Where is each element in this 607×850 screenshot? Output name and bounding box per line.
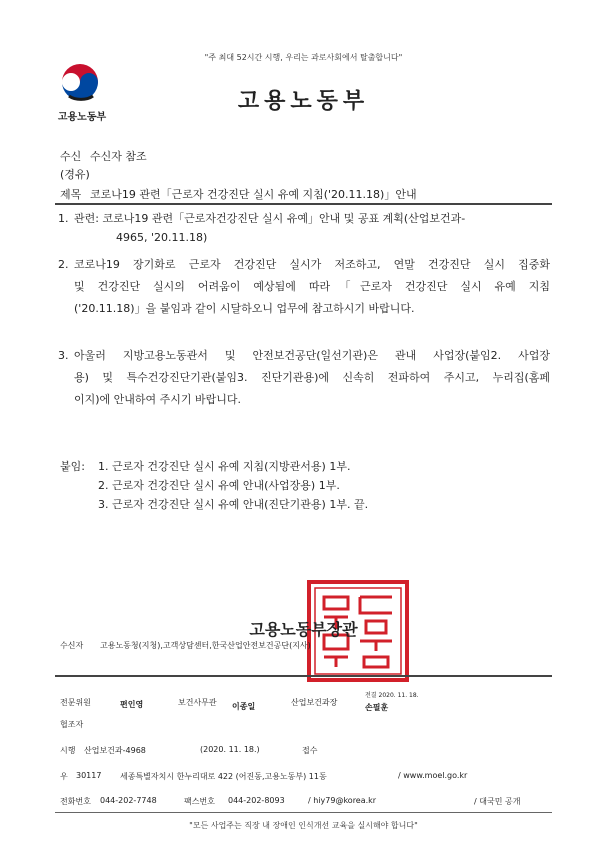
postal-code: 30117 bbox=[76, 771, 102, 780]
subject-divider bbox=[55, 203, 552, 205]
item-2-number: 2. bbox=[58, 258, 69, 271]
sign-name-2: 이종일 bbox=[232, 702, 256, 711]
item-2-paragraph bbox=[74, 256, 550, 318]
recipients-value: 고용노동청(지청),고객상담센터,한국산업안전보건공단(지사) bbox=[100, 641, 311, 650]
logo-text: 고용노동부 bbox=[57, 112, 107, 123]
website: / www.moel.go.kr bbox=[398, 771, 468, 780]
receipt-label: 접수 bbox=[302, 746, 318, 755]
sign-name-1: 편인영 bbox=[120, 700, 144, 709]
sign-decision: 전결 2020. 11. 18. bbox=[365, 692, 419, 699]
recipient-value: 수신자 참조 bbox=[90, 150, 147, 163]
sender-name: 고용노동부장관 bbox=[249, 620, 358, 639]
org-title: 고용노동부 bbox=[237, 89, 370, 114]
item-3-line-1: 아울러 지방고용노동관서 및 안전보건공단(일선기관)은 관내 사업장(붙임2. 사업장 bbox=[74, 349, 550, 362]
email: / hiy79@korea.kr bbox=[308, 796, 377, 805]
attachment-1: 1. 근로자 건강진단 실시 유예 지침(지방관서용) 1부. bbox=[98, 460, 351, 473]
postal-label: 우 bbox=[60, 772, 68, 781]
item-3-line-3: 이지)에 안내하여 주시기 바랍니다. bbox=[74, 393, 242, 406]
address: 세종특별자치시 한누리대로 422 (어진동,고용노동부) 11동 bbox=[120, 772, 327, 781]
fax-number: 044-202-8093 bbox=[228, 796, 285, 805]
footer-bottom-divider bbox=[55, 812, 552, 813]
item-1-line-1: 관련: 코로나19 관련「근로자건강진단 실시 유예」안내 및 공표 계획(산업보건과- bbox=[74, 212, 466, 225]
attachments-label: 붙임: bbox=[60, 460, 85, 473]
via-line: (경유) bbox=[60, 168, 90, 181]
subject-label: 제목 bbox=[60, 188, 82, 201]
phone-number: 044-202-7748 bbox=[100, 796, 157, 805]
attachment-2: 2. 근로자 건강진단 실시 유예 안내(사업장용) 1부. bbox=[98, 479, 340, 492]
footer-top-divider bbox=[55, 675, 552, 677]
phone-label: 전화번호 bbox=[60, 797, 91, 806]
item-1-number: 1. bbox=[58, 212, 69, 225]
top-slogan: "주 최대 52시간 시행, 우리는 과로사회에서 탈출합니다" bbox=[204, 53, 403, 62]
bottom-slogan: "모든 사업주는 직장 내 장애인 인식개선 교육을 실시해야 합니다" bbox=[189, 821, 418, 830]
item-3-paragraph bbox=[74, 347, 550, 409]
item-2-line-3: ('20.11.18)」을 붙임과 같이 시달하오니 업무에 참고하시기 바랍니다. bbox=[74, 302, 415, 315]
disclosure: / 대국민 공개 bbox=[474, 797, 521, 806]
recipient-label: 수신 bbox=[60, 150, 82, 163]
item-1-line-2: 4965, '20.11.18) bbox=[116, 231, 208, 244]
subject-value: 코로나19 관련「근로자 건강진단 실시 유예 지침('20.11.18)」안내 bbox=[90, 188, 417, 201]
sign-name-3: 손필훈 bbox=[365, 703, 389, 712]
enforce-number: 산업보건과-4968 bbox=[84, 746, 146, 755]
cooperator-label: 협조자 bbox=[60, 720, 84, 729]
fax-label: 팩스번호 bbox=[184, 797, 215, 806]
item-2-line-2: 및 건강진단 실시의 어려움이 예상됨에 따라「근로자 건강진단 실시 유예 지침 bbox=[74, 280, 550, 293]
sign-role-2: 보건사무관 bbox=[178, 698, 217, 707]
enforce-date: (2020. 11. 18.) bbox=[200, 745, 260, 754]
item-3-number: 3. bbox=[58, 349, 69, 362]
item-3-line-2: 용) 및 특수건강진단기관(붙임3. 진단기관용)에 신속히 전파하여 주시고, 누리집(홈페 bbox=[74, 371, 550, 384]
enforce-label: 시행 bbox=[60, 746, 76, 755]
recipients-label: 수신자 bbox=[60, 641, 84, 650]
item-2-line-1: 코로나19 장기화로 근로자 건강진단 실시가 저조하고, 연말 건강진단 실시 집중화 bbox=[74, 258, 550, 271]
attachment-3: 3. 근로자 건강진단 실시 유예 안내(진단기관용) 1부. 끝. bbox=[98, 498, 369, 511]
sign-role-1: 전문위원 bbox=[60, 698, 91, 707]
sign-role-3: 산업보건과장 bbox=[291, 698, 338, 707]
